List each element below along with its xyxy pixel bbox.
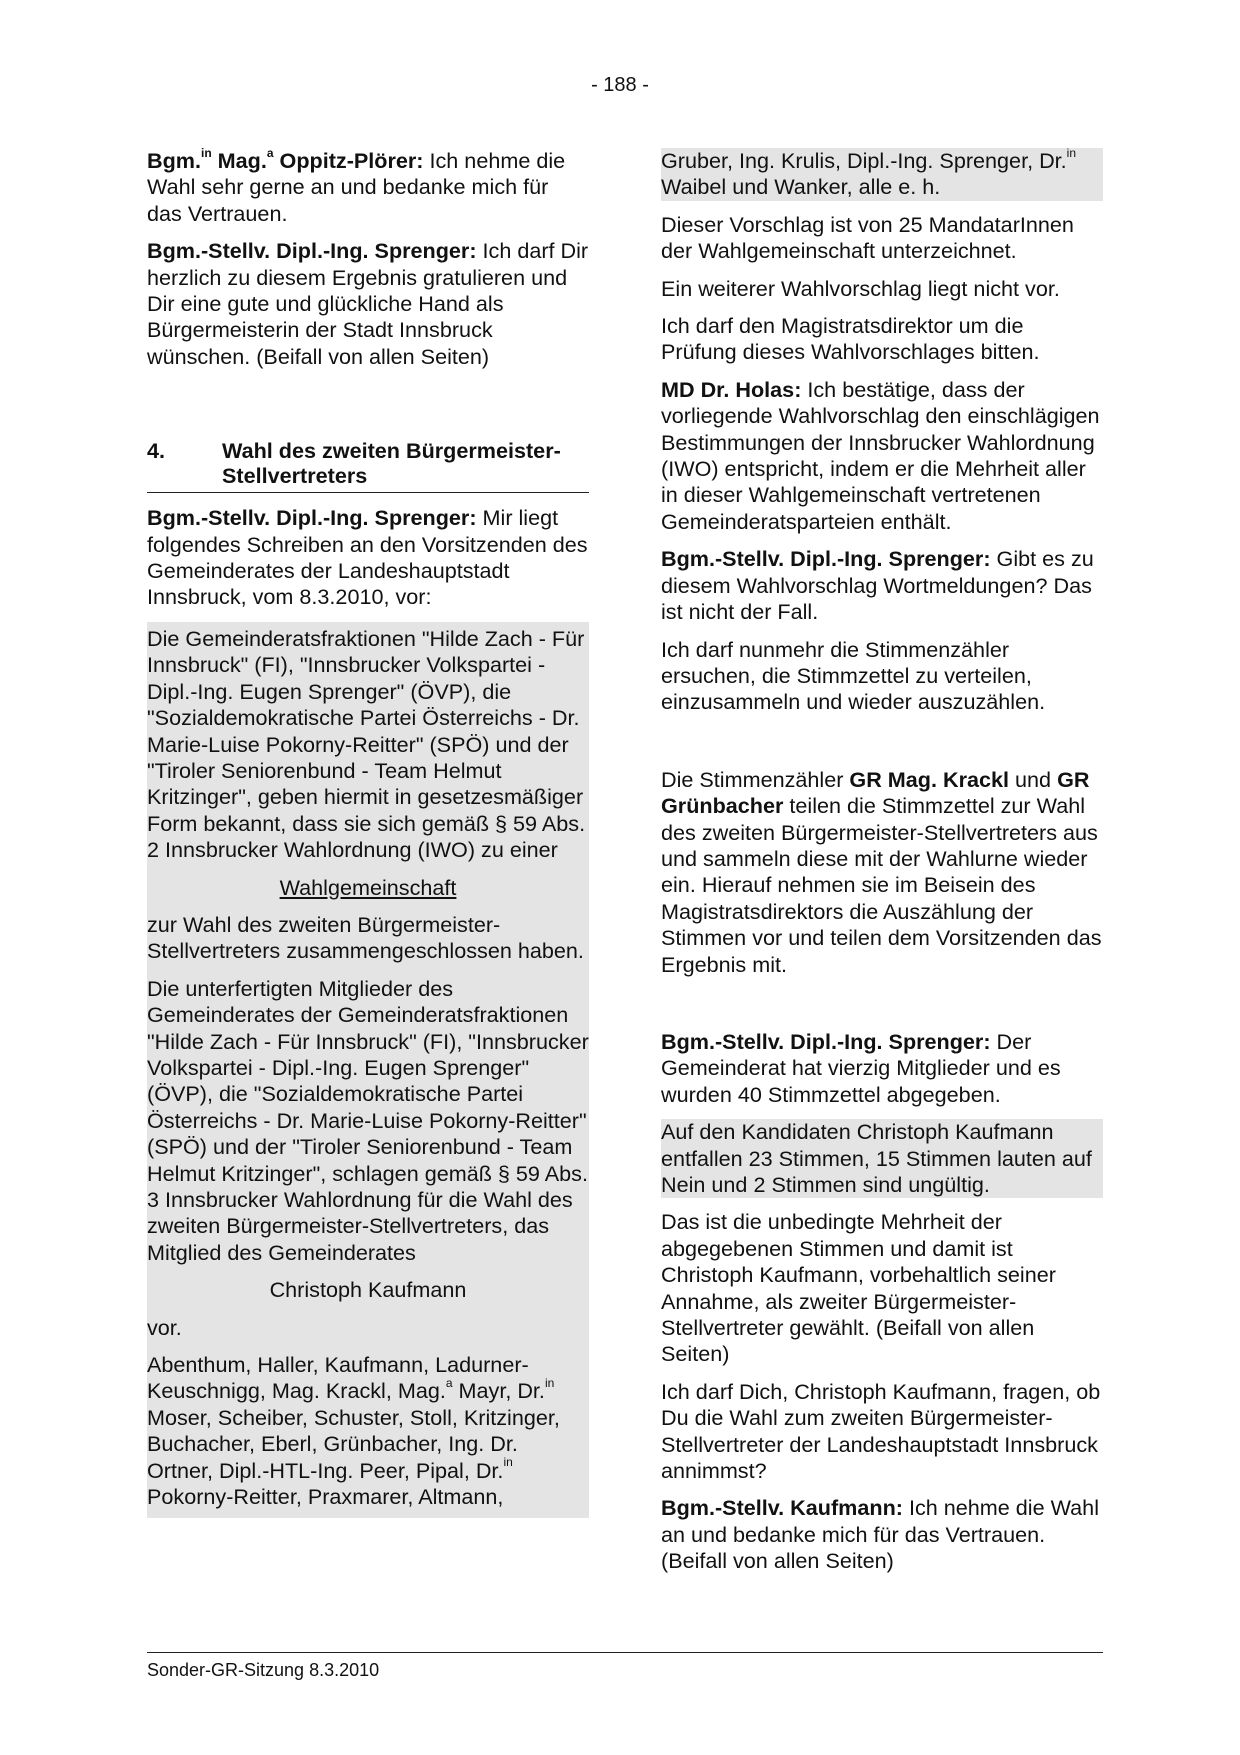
speech-text: Ich darf Dir herzlich zu diesem Ergebnis gratulieren und Dir eine gute und glückliche Hand als Bürgermeisterin der Stadt Innsbruck wünschen. (Beifall von allen Seiten) [147, 238, 589, 369]
superscript-a: a [445, 1376, 453, 1391]
speech-text: Der Gemeinderat hat vierzig Mitglieder und es wurden 40 Stimmzettel abgegeben. [661, 1028, 1061, 1107]
footer-text: Sonder-GR-Sitzung 8.3.2010 [147, 1660, 380, 1680]
candidate-name: Christoph Kaufmann [269, 1277, 467, 1303]
quoted-paragraph: vor. [147, 1314, 182, 1340]
teller-name: GR Mag. Krackl [849, 766, 1010, 792]
superscript-in: in [503, 1455, 513, 1470]
speaker-name: Bgm.-Stellv. Dipl.-Ing. Sprenger: [661, 1028, 991, 1054]
speech-text: Gibt es zu diesem Wahlvorschlag Wortmeldungen? Das ist nicht der Fall. [661, 546, 1094, 625]
speaker-name: Bgm.-Stellv. Dipl.-Ing. Sprenger: [147, 238, 477, 264]
page-number: - 188 - [591, 74, 649, 96]
speaker-title-mag: Mag. [211, 148, 267, 173]
speaker-name: Bgm.-Stellv. Dipl.-Ing. Sprenger: [147, 505, 477, 531]
section-number: 4. [147, 438, 166, 464]
wahlgemeinschaft-term: Wahlgemeinschaft [279, 874, 457, 900]
paragraph-sprenger-result [661, 1029, 1103, 1108]
vote-result: Auf den Kandidaten Christoph Kaufmann entfallen 23 Stimmen, 15 Stimmen lauten auf Nein und 2 Stimmen sind ungültig. [661, 1119, 1103, 1198]
speaker-name: Oppitz-Plörer: [273, 148, 424, 173]
paragraph-oppitz-ploerer [147, 145, 589, 227]
paragraph: Das ist die unbedingte Mehrheit der abgegebenen Stimmen und damit ist Christoph Kaufmann, vorbehaltlich seiner Annahme, als zweiter Bürgermeister-Stellvertreter gewählt. (Beifall von allen Seiten) [661, 1209, 1056, 1367]
speaker-name: MD Dr. Holas: [661, 376, 802, 402]
signatories-list-continued: Gruber, Ing. Krulis, Dipl.-Ing. Sprenger, Dr.$^{in}$ Waibel und Wanker, alle e. h. [661, 148, 1103, 201]
paragraph: Dieser Vorschlag ist von 25 MandatarInnen der Wahlgemeinschaft unterzeichnet. [661, 211, 1074, 264]
superscript-a: a [266, 145, 274, 160]
quoted-paragraph: Die unterfertigten Mitglieder des Gemeinderates der Gemeinderatsfraktionen "Hilde Zach - Für Innsbruck" (FI), "Innsbrucker Volkspartei - Dipl.-Ing. Eugen Sprenger" (ÖVP), die "Sozialdemokratische Partei Österreichs - Dr. Marie-Luise Pokorny-Reitter" (SPÖ) und der "Tiroler Seniorenbund - Team Helmut Kritzinger", schlagen gemäß § 59 Abs. 3 Innsbrucker Wahlordnung für die Wahl des zweiten Bürgermeister-Stellvertreters, das Mitglied des Gemeinderates [147, 975, 589, 1265]
paragraph-vote-counting: Die Stimmenzähler GR Mag. Krackl und GR Grünbacher teilen die Stimmzettel zur Wahl des zweiten Bürgermeister-Stellvertreters aus und sammeln diese mit der Wahlurne wieder ein. Hierauf nehmen sie im Beisein des Magistratsdirektors die Auszählung der Stimmen vor und teilen dem Vorsitzenden das Ergebnis mit. [661, 766, 1102, 977]
quoted-paragraph: Die Gemeinderatsfraktionen "Hilde Zach - Für Innsbruck" (FI), "Innsbrucker Volkspartei - Dipl.-Ing. Eugen Sprenger" (ÖVP), die "Sozialdemokratische Partei Österreichs - Dr. Marie-Luise Pokorny-Reitter" (SPÖ) und der "Tiroler Seniorenbund - Team Helmut Kritzinger", geben hiermit in gesetzesmäßiger Form bekannt, dass sie sich gemäß § 59 Abs. 2 Innsbrucker Wahlordnung (IWO) zu einer [147, 625, 586, 863]
paragraph-kaufmann [661, 1495, 1103, 1574]
speaker-title: Bgm. [147, 148, 201, 173]
speech-text: Ich nehme die Wahl an und bedanke mich für das Vertrauen. (Beifall von allen Seiten) [661, 1495, 1099, 1574]
superscript-in: in [544, 1376, 555, 1391]
paragraph: Ich darf den Magistratsdirektor um die Prüfung dieses Wahlvorschlages bitten. [661, 313, 1040, 365]
paragraph: Ich darf nunmehr die Stimmenzähler ersuchen, die Stimmzettel zu verteilen, einzusammeln und wieder auszuzählen. [661, 636, 1046, 715]
speech-text: Mir liegt folgendes Schreiben an den Vorsitzenden des Gemeinderates der Landeshauptstadt Innsbruck, vom 8.3.2010, vor: [147, 505, 588, 610]
signatories-list: Abenthum, Haller, Kaufmann, Ladurner-Keuschnigg, Mag. Krackl, Mag.$^a$ Mayr, Dr.$^{in}$ Moser, Scheiber, Schuster, Stoll, Kritzinger, Buchacher, Eberl, Grünbacher, Ing. Dr. Ortner, Dipl.-HTL-Ing. Peer, Pipal, Dr.$^{in}$ Pokorny-Reitter, Praxmarer, Altmann, [147, 1352, 560, 1510]
quoted-letter-block [147, 622, 589, 1519]
paragraph: Ein weiterer Wahlvorschlag liegt nicht vor. [661, 275, 1060, 301]
paragraph-holas [661, 377, 1103, 535]
paragraph-sprenger-question [661, 546, 1103, 625]
teller-name: GR Grünbacher [661, 766, 1090, 819]
speaker-name: Bgm.-Stellv. Dipl.-Ing. Sprenger: [661, 546, 991, 572]
quoted-paragraph: zur Wahl des zweiten Bürgermeister-Stellvertreters zusammengeschlossen haben. [147, 911, 584, 964]
speech-text: Ich bestätige, dass der vorliegende Wahlvorschlag den einschlägigen Bestimmungen der Innsbrucker Wahlordnung (IWO) entspricht, indem er die Mehrheit aller in dieser Wahlgemeinschaft vertretenen Gemeinderatsparteien enthält. [661, 376, 1100, 534]
quoted-centered-term [147, 875, 589, 901]
left-column [147, 145, 589, 1518]
paragraph: Ich darf Dich, Christoph Kaufmann, fragen, ob Du die Wahl zum zweiten Bürgermeister-Stellvertreter der Landeshauptstadt Innsbruck annimmst? [661, 1378, 1101, 1484]
footer-divider [147, 1652, 1103, 1653]
speaker-name: Bgm.-Stellv. Kaufmann: [661, 1495, 903, 1521]
section-heading [147, 438, 589, 493]
right-column [661, 145, 1103, 1586]
paragraph-sprenger-letter [147, 505, 589, 611]
paragraph-sprenger-congrats [147, 238, 589, 370]
speech-text: Ich nehme die Wahl sehr gerne an und bedanke mich für das Vertrauen. [147, 148, 566, 226]
superscript-in: in [1066, 145, 1077, 160]
section-title: Wahl des zweiten Bürgermeister-Stellvertreters [222, 438, 561, 489]
superscript-in: in [200, 145, 212, 160]
